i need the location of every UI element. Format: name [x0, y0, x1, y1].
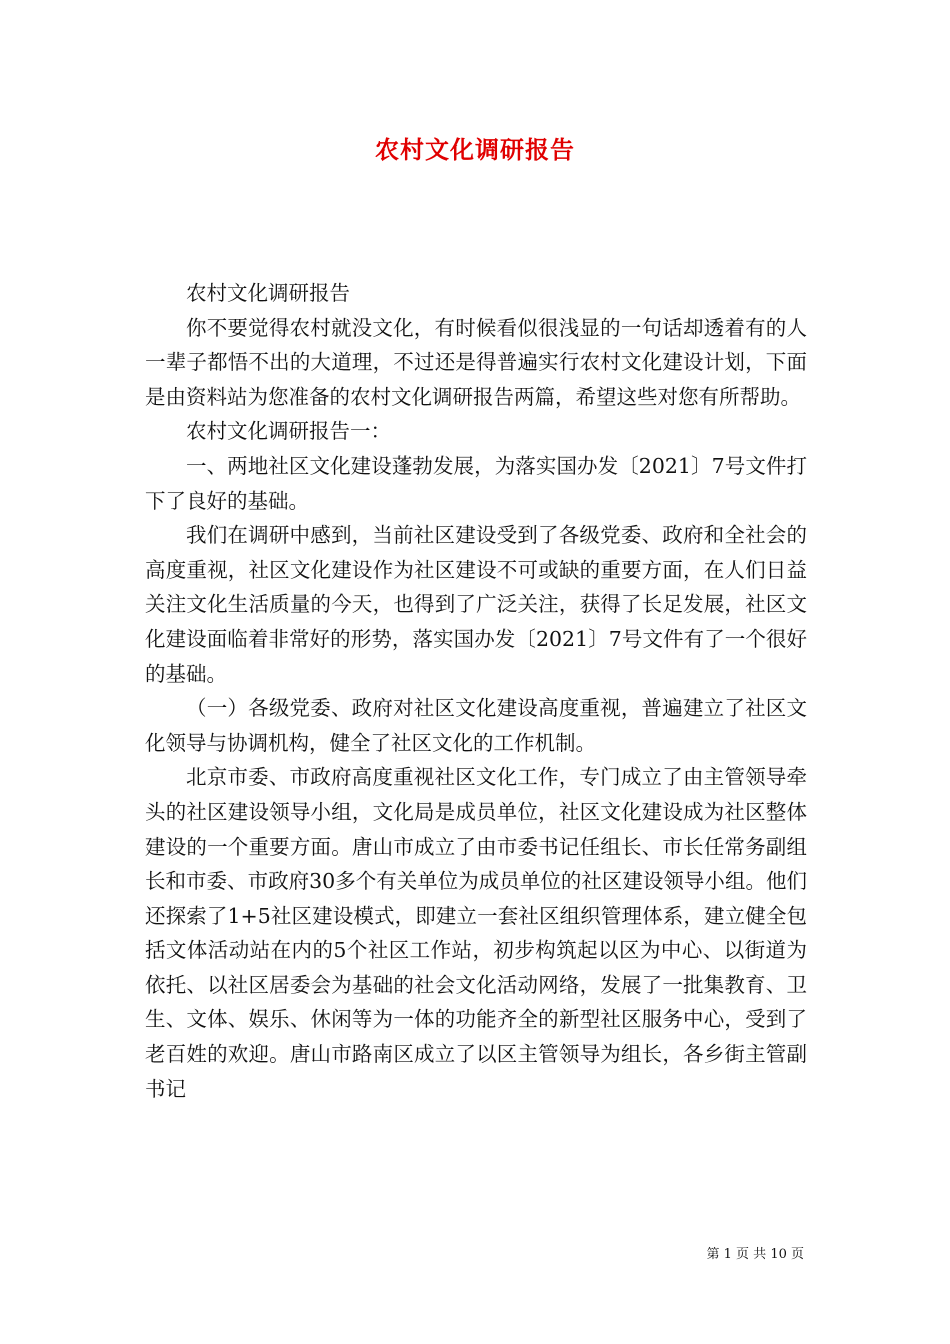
paragraph: 农村文化调研报告	[186, 281, 350, 305]
paragraph: 我们在调研中感到，当前社区建设受到了各级党委、政府和全社会的高度重视，社区文化建设作为社区建设不可或缺的重要方面，在人们日益关注文化生活质量的今天，也得到了广泛关注，获得了长足发展，社区文化建设面临着非常好的形势，落实国办发〔2021〕7号文件有了一个很好的基础。	[145, 523, 807, 686]
document-body	[145, 276, 807, 1106]
paragraph: 一、两地社区文化建设蓬勃发展，为落实国办发〔2021〕7号文件打下了良好的基础。	[145, 453, 807, 513]
paragraph: 农村文化调研报告一：	[186, 419, 391, 444]
paragraph: 北京市委、市政府高度重视社区文化工作，专门成立了由主管领导牵头的社区建设领导小组，文化局是成员单位，社区文化建设成为社区整体建设的一个重要方面。唐山市成立了由市委书记任组长、市长任常务副组长和市委、市政府30多个有关单位为成员单位的社区建设领导小组。他们还探索了1+5社区建设模式，即建立一套社区组织管理体系，建立健全包括文体活动站在内的5个社区工作站，初步构筑起以区为中心、以街道为依托、以社区居委会为基础的社会文化活动网络，发展了一批集教育、卫生、文体、娱乐、休闲等为一体的功能齐全的新型社区服务中心，受到了老百姓的欢迎。唐山市路南区成立了以区主管领导为组长，各乡街主管副书记	[145, 765, 807, 1101]
document-title: 农村文化调研报告	[375, 135, 575, 164]
paragraph: （一）各级党委、政府对社区文化建设高度重视，普遍建立了社区文化领导与协调机构，健全了社区文化的工作机制。	[145, 696, 807, 755]
page-number: 第 1 页 共 10 页	[706, 1247, 804, 1262]
paragraph: 你不要觉得农村就没文化，有时候看似很浅显的一句话却透着有的人一辈子都悟不出的大道理，不过还是得普遍实行农村文化建设计划，下面是由资料站为您准备的农村文化调研报告两篇，希望这些对您有所帮助。	[145, 315, 807, 409]
